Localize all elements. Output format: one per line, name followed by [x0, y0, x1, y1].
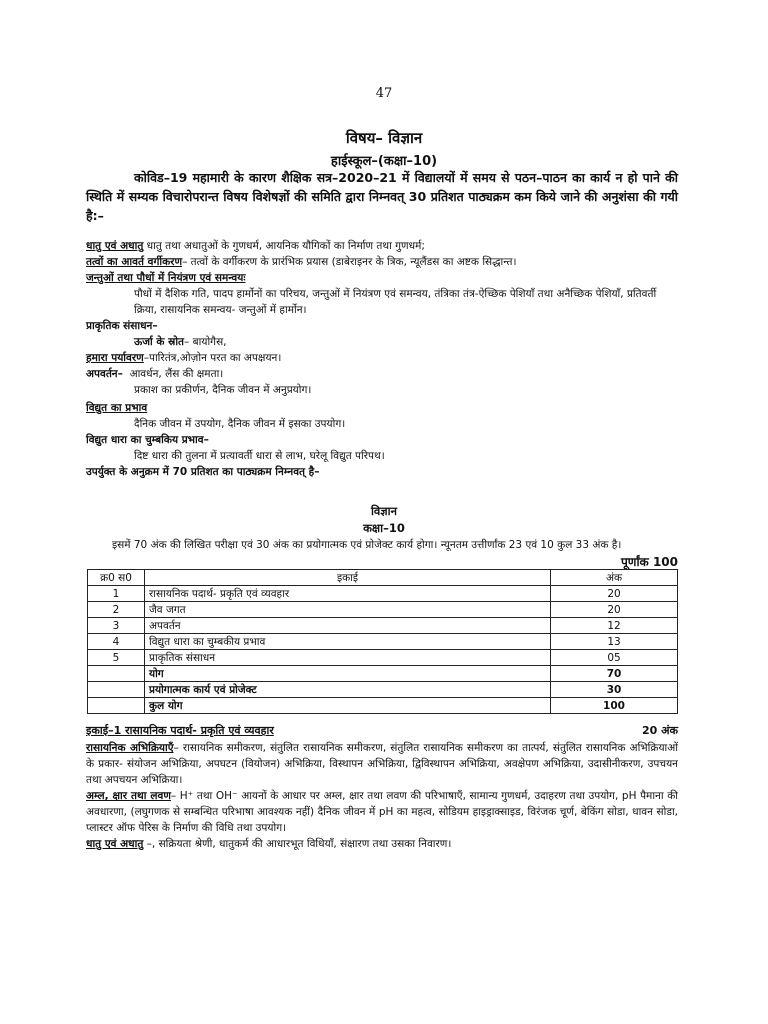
- topic-periodic: तत्वों का आवर्त वर्गीकरण– तत्वों के वर्गीकरण के प्रारंभिक प्रयास (डाबेराइनर के त्रिक, न्यूलैंडस का अष्टक सिद्धान्त।: [86, 256, 517, 268]
- intro-paragraph: कोविड–19 महामारी के कारण शैक्षिक सत्र–2020–21 में विद्यालयों में समय से पठन–पाठन का कार्य न हो पाने की स्थिति में सम्यक विचारोपरान्त विषय विशेषज्ञों की समिति द्वारा निम्नवत् 30 प्रतिशत पाठ्यक्रम कम किये जाने की अनुशंसा की गयी है:–: [86, 170, 678, 223]
- closing-line: उपर्युक्त के अनुक्रम में 70 प्रतिशत का पाठ्यक्रम निम्नवत् है–: [86, 466, 320, 478]
- table-summary-row: प्रयोगात्मक कार्य एवं प्रोजेक्ट 30: [88, 682, 678, 698]
- unit1-heading: इकाई–1 रासायनिक पदार्थ- प्रकृति एवं व्यवहार 20 अंक: [86, 724, 678, 737]
- subject-title: विषय– विज्ञान: [345, 129, 423, 147]
- unit1-reactions: रासायनिक अभिक्रियाएँ– रासायनिक समीकरण, संतुलित रासायनिक समीकरण, संतुलित रासायनिक समीकरण का तात्पर्य, संतुलित रासायनिक अभिक्रियाओं के प्रकार- संयोजन अभिक्रिया, अपघटन (वियोजन) अभिक्रिया, विस्थापन अभिक्रिया, द्विविस्थापन अभिक्रिया, अवक्षेपण अभिक्रिया, उदासीनीकरण, उपचयन तथा अपचयन अभिक्रिया।: [86, 742, 678, 786]
- topic-metals: धातु एवं अधातु धातु तथा अधातुओं के गुणधर्म, आयनिक यौगिकों का निर्माण तथा गुणधर्म;: [86, 240, 425, 252]
- topic-electric-effect-text: दैनिक जीवन में उपयोग, दैनिक जीवन में इसका उपयोग।: [134, 418, 346, 430]
- table-header: क्र0 स0 इकाई अंक: [88, 570, 678, 586]
- total-marks: पूर्णांक 100: [620, 555, 678, 569]
- syllabus-subject: विज्ञान: [370, 504, 398, 518]
- unit1-content: [86, 740, 678, 852]
- marks-table: [87, 569, 678, 714]
- topic-refraction: अपवर्तन– आवर्धन, लैंस की क्षमता।: [86, 368, 224, 380]
- page-number: 47: [375, 86, 393, 101]
- class-subtitle: हाईस्कूल–(कक्षा–10): [330, 154, 438, 169]
- table-summary-row: योग 70: [88, 666, 678, 682]
- table-summary-row: कुल योग 100: [88, 698, 678, 714]
- topic-resources: प्राकृतिक संसाधन–: [86, 320, 158, 332]
- topic-energy: ऊर्जा के स्रोत– बायोगैस,: [134, 336, 227, 348]
- topic-magnetic-text: दिष्ट धारा की तुलना में प्रत्यावर्ती धारा से लाभ, घरेलू विद्युत परिपथ।: [134, 450, 385, 462]
- table-row: 4 विद्युत धारा का चुम्बकीय प्रभाव 13: [88, 634, 678, 650]
- syllabus-description: इसमें 70 अंक की लिखित परीक्षा एवं 30 अंक का प्रयोगात्मक एवं प्रोजेक्ट कार्य होगा। न्यूनतम उत्तीर्णांक 23 एवं 10 कुल 33 अंक है।: [112, 539, 622, 551]
- reduced-syllabus: [86, 238, 678, 480]
- topic-electric-effect: विद्युत का प्रभाव: [86, 402, 148, 414]
- topic-refraction-2: प्रकाश का प्रकीर्णन, दैनिक जीवन में अनुप्रयोग।: [134, 384, 312, 396]
- table-row: 2 जैव जगत 20: [88, 602, 678, 618]
- topic-control: जन्तुओं तथा पौधों में नियंत्रण एवं समन्वयः पौधों में दैशिक गति, पादप हार्मोनों का परिचय, जन्तुओं में नियंत्रण एवं समन्वय, तंत्रिका तंत्र-ऐच्छिक पेशियाँ तथा अनैच्छिक पेशियाँ, प्रतिवर्ती क्रिया, रासायनिक समन्वय- जन्तुओं में हार्मोन।: [86, 272, 657, 316]
- table-row: 1 रासायनिक पदार्थ- प्रकृति एवं व्यवहार 20: [88, 586, 678, 602]
- unit1-metals: धातु एवं अधातु –, सक्रियता श्रेणी, धातुकर्म की आधारभूत विधियाँ, संक्षारण तथा उसका निवारण।: [86, 838, 452, 850]
- table-row: 3 अपवर्तन 12: [88, 618, 678, 634]
- table-row: 5 प्राकृतिक संसाधन 05: [88, 650, 678, 666]
- unit1-acids: अम्ल, क्षार तथा लवण– H⁺ तथा OH⁻ आयनों के आधार पर अम्ल, क्षार तथा लवण की परिभाषाएँ, सामान्य गुणधर्म, उदाहरण तथा उपयोग, pH पैमाना की अवधारणा, (लघुगणक से सम्बन्धित परिभाषा आवश्यक नहीं) दैनिक जीवन में pH का महत्व, सोडियम हाइड्राक्साइड, विरंजक चूर्ण, बेकिंग सोडा, धावन सोडा, प्लास्टर ऑफ पेरिस के निर्माण की विधि तथा उपयोग।: [86, 790, 678, 834]
- topic-magnetic: विद्युत धारा का चुम्बकिय प्रभाव–: [86, 434, 209, 446]
- syllabus-class: कक्षा–10: [363, 521, 405, 535]
- topic-environment: हमारा पर्यावरण–पारितंत्र,ओज़ोन परत का अपक्षयन।: [86, 352, 282, 364]
